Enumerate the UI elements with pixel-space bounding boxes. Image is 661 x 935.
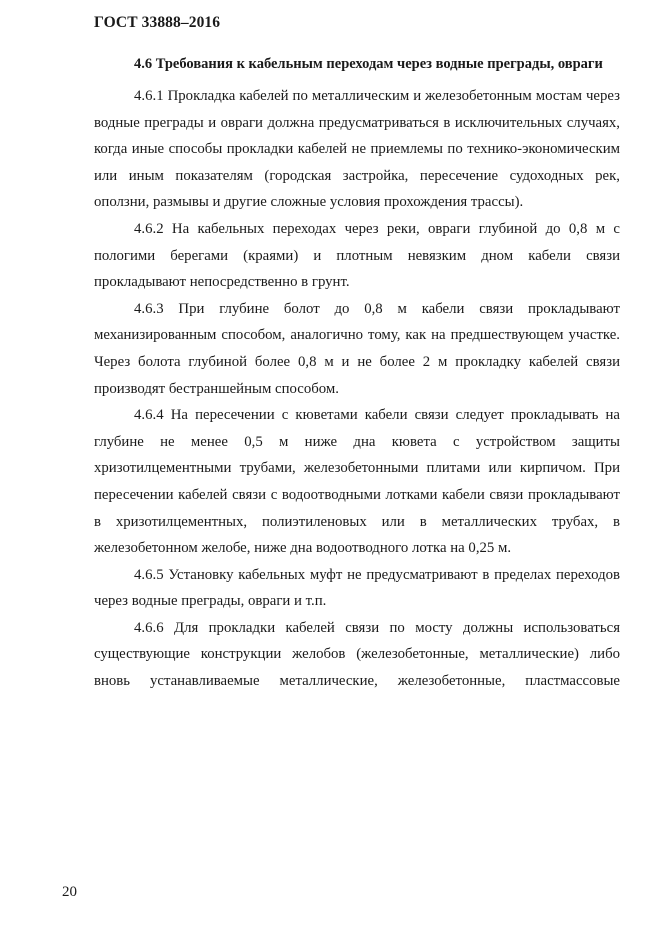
paragraph-4-6-3: 4.6.3 При глубине болот до 0,8 м кабели связи прокладывают механизированным способом, аналогично тому, как на предшествующем участке. Через болота глубиной более 0,8 м и не более 2 м прокладку кабелей связи производят бестраншейным способом. [94,300,620,397]
page-number: 20 [62,884,77,900]
document-header: ГОСТ 33888–2016 [94,14,221,31]
document-body [94,56,620,695]
paragraph-4-6-2: 4.6.2 На кабельных переходах через реки, овраги глубиной до 0,8 м с пологими берегами (краями) и плотным невязким дном кабели связи прокладывают непосредственно в грунт. [94,220,620,291]
paragraph-4-6-4: 4.6.4 На пересечении с кюветами кабели связи следует прокладывать на глубине не менее 0,5 м ниже дна кювета с устройством защиты хризотилцементными трубами, железобетонными плитами или кирпичом. При пересечении кабелей связи с водоотводными лотками кабели связи прокладывают в хризотилцементных, полиэтиленовых или в металлических трубах, в железобетонном желобе, ниже дна водоотводного лотка на 0,25 м. [94,407,620,557]
paragraph-4-6-6: 4.6.6 Для прокладки кабелей связи по мосту должны использоваться существующие конструкции желобов (железобетонные, металлические) либо вновь устанавливаемые металлические, железобетонные, пластмассовые [94,619,620,690]
section-heading: 4.6 Требования к кабельным переходам через водные преграды, овраги [134,56,603,72]
paragraph-4-6-1: 4.6.1 Прокладка кабелей по металлическим и железобетонным мостам через водные преграды и овраги должна предусматриваться в исключительных случаях, когда иные способы прокладки кабелей не приемлемы по технико-экономическим или иным показателям (городская застройка, пересечение судоходных рек, оползни, размывы и другие сложные условия прохождения трассы). [94,88,620,211]
paragraph-4-6-5: 4.6.5 Установку кабельных муфт не предусматривают в пределах переходов через водные преграды, овраги и т.п. [94,566,620,610]
